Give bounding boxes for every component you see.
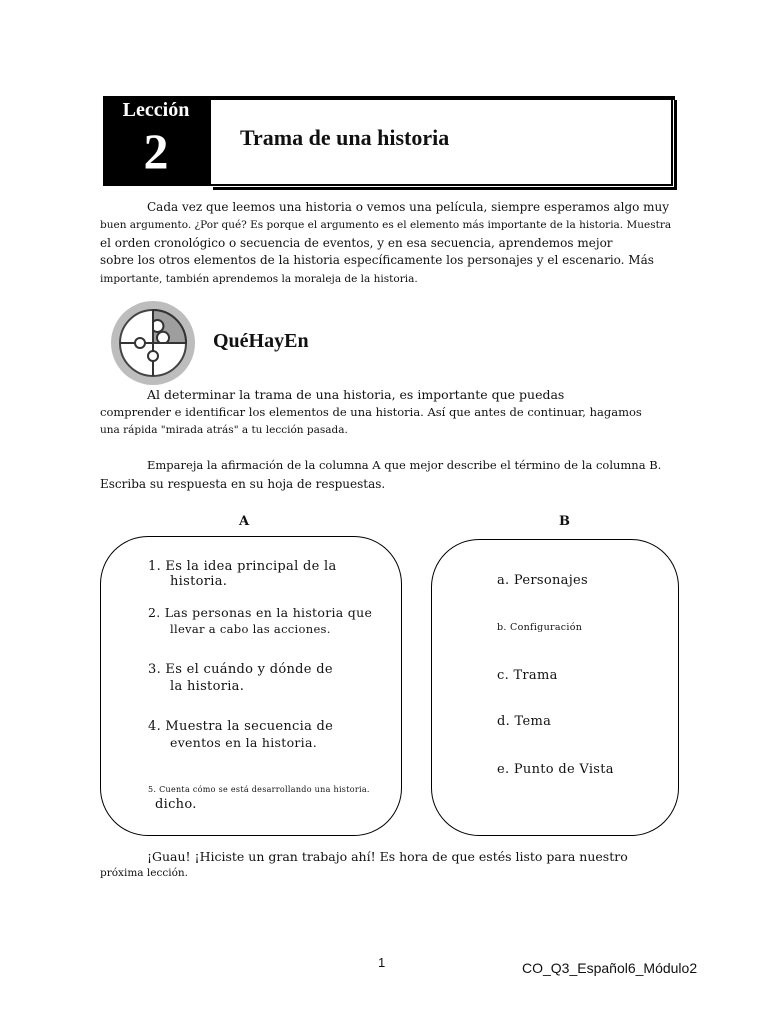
column-a-item-3: 3. Es el cuándo y dónde de — [148, 662, 333, 677]
column-a-item-1: 1. Es la idea principal de la — [148, 559, 337, 574]
column-a-item-3-cont: la historia. — [170, 679, 245, 694]
lesson-number: 2 — [143, 123, 169, 179]
column-a-item-1-cont: historia. — [170, 574, 228, 589]
column-b-item-a: a. Personajes — [497, 573, 589, 588]
intro-line: sobre los otros elementos de la historia específicamente los personajes y el escenario. Más — [100, 253, 654, 267]
review-line: una rápida "mirada atrás" a tu lección pasada. — [100, 424, 348, 436]
column-a-item-5-cont: dicho. — [155, 797, 197, 812]
instructions-line: Empareja la afirmación de la columna A que mejor describe el término de la columna B. — [147, 458, 662, 472]
column-a-item-4: 4. Muestra la secuencia de — [148, 719, 334, 734]
title-top-rule — [209, 96, 675, 100]
instructions-line: Escriba su respuesta en su hoja de respuestas. — [100, 477, 386, 491]
column-b-heading: B — [559, 514, 570, 529]
intro-line: importante, también aprendemos la moraleja de la historia. — [100, 273, 418, 285]
column-a-item-2: 2. Las personas en la historia que — [148, 605, 373, 620]
column-b-item-c: c. Trama — [497, 668, 558, 683]
module-code: CO_Q3_Español6_Módulo2 — [522, 960, 698, 976]
section-heading: QuéHayEn — [213, 330, 309, 352]
intro-line: Cada vez que leemos una historia o vemos una película, siempre esperamos algo muy — [147, 200, 670, 214]
intro-line: buen argumento. ¿Por qué? Es porque el argumento es el elemento más importante de la historia. Muestra — [100, 219, 672, 231]
page-number: 1 — [378, 955, 386, 970]
column-b-item-d: d. Tema — [497, 714, 552, 729]
column-a-item-4-cont: eventos en la historia. — [170, 735, 317, 750]
review-line: Al determinar la trama de una historia, es importante que puedas — [147, 387, 565, 402]
column-a-item-2-cont: llevar a cabo las acciones. — [170, 622, 331, 636]
lesson-label: Lección — [122, 99, 190, 121]
column-a-heading: A — [239, 514, 250, 529]
column-b-item-e: e. Punto de Vista — [497, 762, 614, 777]
intro-line: el orden cronológico o secuencia de eventos, y en esa secuencia, aprendemos mejor — [100, 236, 613, 250]
puzzle-icon — [110, 300, 196, 386]
closing-line: ¡Guau! ¡Hiciste un gran trabajo ahí! Es hora de que estés listo para nuestro — [147, 849, 628, 864]
column-b-item-b: b. Configuración — [497, 622, 583, 633]
page-title: Trama de una historia — [240, 125, 450, 150]
review-line: comprender e identificar los elementos de una historia. Así que antes de continuar, hagamos — [100, 405, 642, 419]
column-a-item-5: 5. Cuenta cómo se está desarrollando una historia. — [148, 785, 370, 794]
lesson-badge — [103, 96, 209, 186]
closing-line: próxima lección. — [100, 867, 189, 879]
